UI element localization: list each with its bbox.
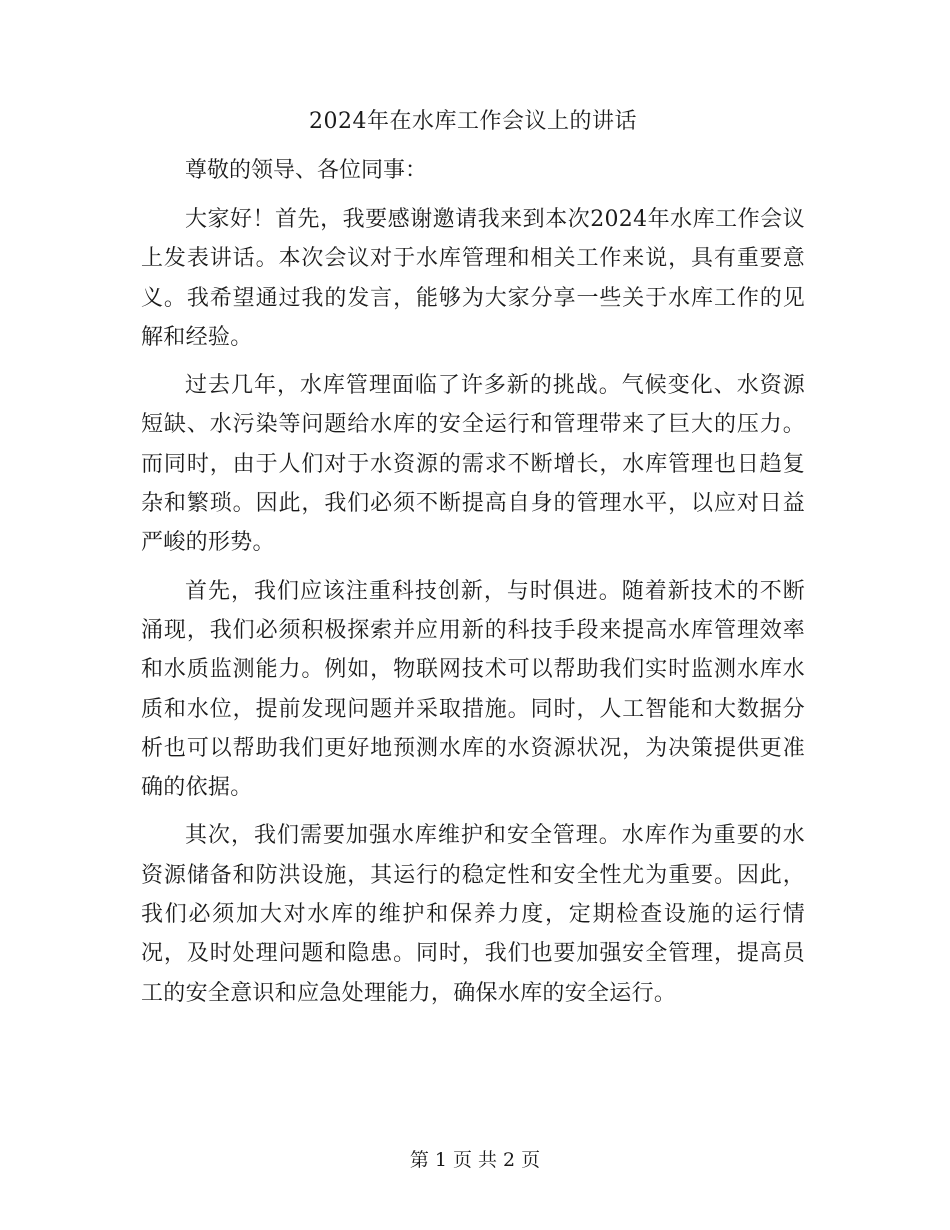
paragraph-1: 大家好！首先，我要感谢邀请我来到本次2024年水库工作会议上发表讲话。本次会议对于水库管理和相关工作来说，具有重要意义。我希望通过我的发言，能够为大家分享一些关于水库工作的见解和经验。 [141, 207, 805, 350]
document-body [141, 102, 805, 1013]
document-title: 2024年在水库工作会议上的讲话 [309, 109, 637, 134]
paragraph-4: 其次，我们需要加强水库维护和安全管理。水库作为重要的水资源储备和防洪设施，其运行的稳定性和安全性尤为重要。因此，我们必须加大对水库的维护和保养力度，定期检查设施的运行情况，及时处理问题和隐患。同时，我们也要加强安全管理，提高员工的安全意识和应急处理能力，确保水库的安全运行。 [141, 823, 805, 1006]
page-number-label: 第 1 页 共 2 页 [409, 1149, 541, 1171]
paragraph-2: 过去几年，水库管理面临了许多新的挑战。气候变化、水资源短缺、水污染等问题给水库的安全运行和管理带来了巨大的压力。而同时，由于人们对于水资源的需求不断增长，水库管理也日趋复杂和繁琐。因此，我们必须不断提高自身的管理水平，以应对日益严峻的形势。 [141, 373, 805, 556]
paragraph-3: 首先，我们应该注重科技创新，与时俱进。随着新技术的不断涌现，我们必须积极探索并应用新的科技手段来提高水库管理效率和水质监测能力。例如，物联网技术可以帮助我们实时监测水库水质和水位，提前发现问题并采取措施。同时，人工智能和大数据分析也可以帮助我们更好地预测水库的水资源状况，为决策提供更准确的依据。 [141, 578, 805, 801]
page-footer [0, 1146, 950, 1174]
salutation: 尊敬的领导、各位同事： [185, 158, 428, 183]
